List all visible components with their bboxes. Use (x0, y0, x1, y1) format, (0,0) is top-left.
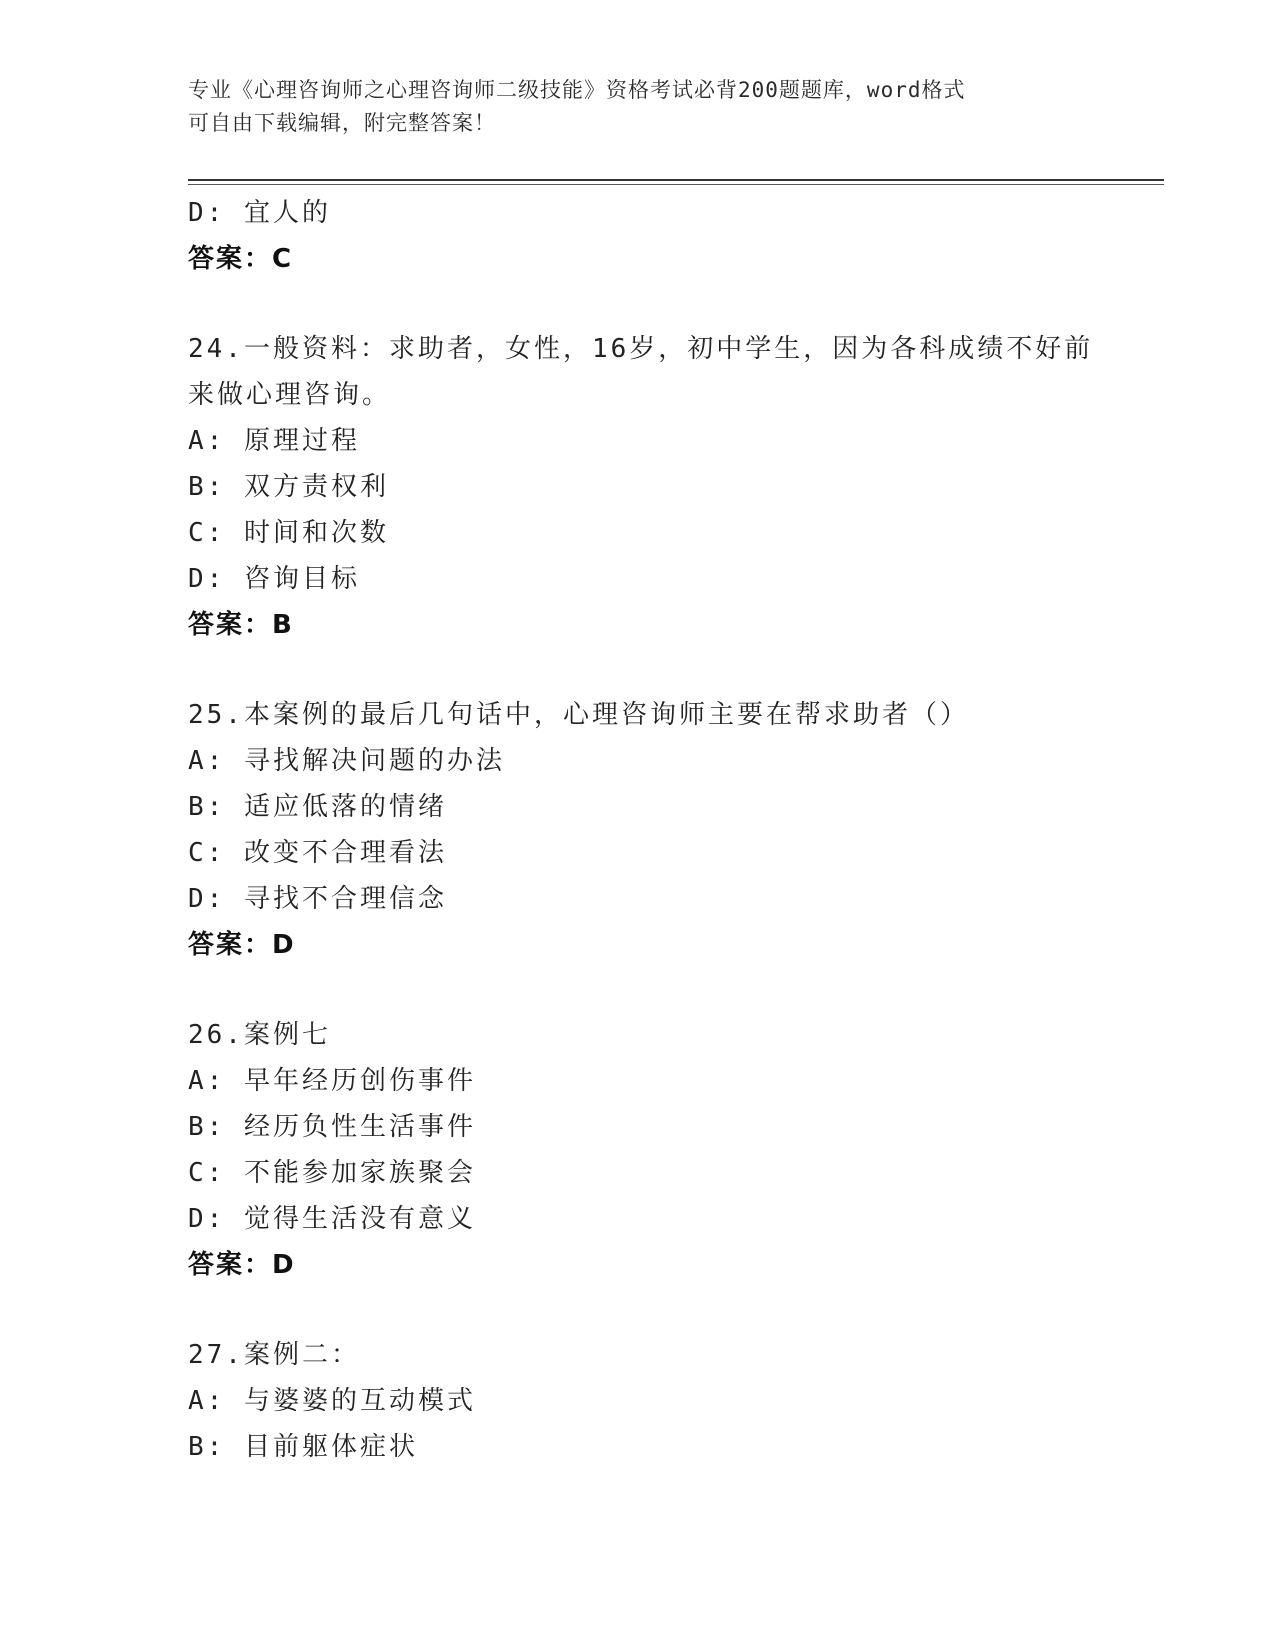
question-spacer (188, 968, 1148, 1012)
answer-line: 答案：B (188, 610, 294, 640)
question-stem-continued: 来做心理咨询。 (188, 380, 392, 410)
header-divider-thick (188, 179, 1164, 181)
answer-line: 答案：D (188, 1250, 296, 1280)
option-c: C: 不能参加家族聚会 (188, 1158, 476, 1188)
option-b: B: 双方责权利 (188, 472, 389, 502)
option-a: A: 寻找解决问题的办法 (188, 746, 505, 776)
question-spacer (188, 1288, 1148, 1332)
answer-line: 答案：D (188, 930, 296, 960)
question-25 (188, 692, 1148, 968)
question-26 (188, 1012, 1148, 1288)
option-d: D: 寻找不合理信念 (188, 884, 447, 914)
header-title-line-1: 专业《心理咨询师之心理咨询师二级技能》资格考试必背200题题库，word格式 (188, 78, 966, 102)
question-24 (188, 326, 1148, 648)
header-divider-thin (188, 184, 1164, 185)
document-header (188, 74, 1088, 140)
option-c: C: 改变不合理看法 (188, 838, 447, 868)
option-a: A: 与婆婆的互动模式 (188, 1386, 476, 1416)
question-stem: 27.案例二： (188, 1340, 360, 1370)
option-a: A: 原理过程 (188, 426, 360, 456)
question-27 (188, 1332, 1148, 1470)
option-b: B: 经历负性生活事件 (188, 1112, 476, 1142)
header-title-line-2: 可自由下载编辑，附完整答案！ (188, 111, 496, 135)
option-a: A: 早年经历创伤事件 (188, 1066, 476, 1096)
document-body (188, 190, 1148, 1470)
question-stem: 25.本案例的最后几句话中，心理咨询师主要在帮求助者（） (188, 700, 969, 730)
option-c: C: 时间和次数 (188, 518, 389, 548)
question-spacer (188, 648, 1148, 692)
question-stem: 24.一般资料：求助者，女性，16岁，初中学生，因为各科成绩不好前 (188, 334, 1094, 364)
question-spacer (188, 282, 1148, 326)
option-d: D: 觉得生活没有意义 (188, 1204, 476, 1234)
option-b: B: 目前躯体症状 (188, 1432, 418, 1462)
option-d: D: 咨询目标 (188, 564, 360, 594)
option-b: B: 适应低落的情绪 (188, 792, 447, 822)
question-stem: 26.案例七 (188, 1020, 331, 1050)
option-d: D: 宜人的 (188, 198, 331, 228)
answer-line: 答案：C (188, 244, 294, 274)
